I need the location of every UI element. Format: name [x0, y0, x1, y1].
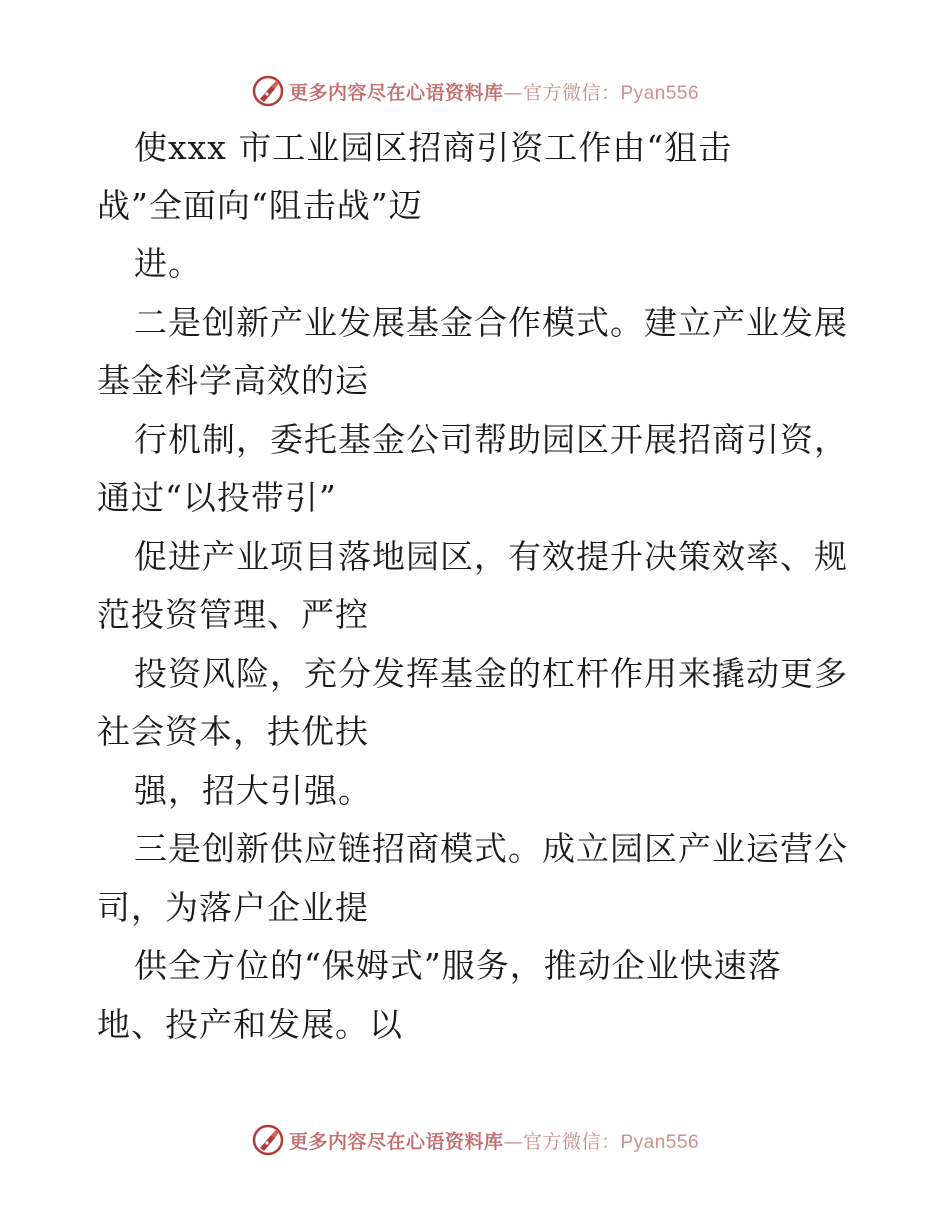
- watermark-dash: —: [503, 81, 523, 104]
- pen-nib-logo-icon: [251, 1123, 285, 1157]
- pen-nib-logo-icon: [251, 74, 285, 108]
- body-line: 行机制，委托基金公司帮助园区开展招商引资，: [134, 420, 848, 459]
- watermark-lead: 更多内容尽在心语资料库: [288, 1130, 504, 1153]
- body-line: 基金科学高效的运: [97, 361, 369, 400]
- body-line: 三是创新供应链招商模式。成立园区产业运营公: [134, 829, 848, 868]
- watermark-text: [289, 1127, 699, 1154]
- header-watermark: [0, 71, 950, 111]
- watermark-tail: 官方微信：: [522, 1130, 621, 1153]
- body-line: 强，招大引强。: [134, 771, 372, 810]
- body-line: 司，为落户企业提: [97, 888, 369, 927]
- body-line: 进。: [134, 244, 202, 283]
- watermark-tail: 官方微信：: [522, 81, 621, 104]
- watermark-id: Pyan556: [620, 1131, 700, 1153]
- footer-watermark: [0, 1120, 950, 1160]
- body-line: 供全方位的“保姆式”服务，推动企业快速落: [134, 946, 782, 985]
- body-line: 通过“以投带引”: [97, 478, 337, 517]
- body-line: 促进产业项目落地园区，有效提升决策效率、规: [134, 537, 848, 576]
- body-line: 投资风险，充分发挥基金的杠杆作用来撬动更多: [134, 654, 848, 693]
- watermark-lead: 更多内容尽在心语资料库: [288, 81, 504, 104]
- body-line: 使xxx 市工业园区招商引资工作由“狙击: [134, 128, 733, 167]
- watermark-id: Pyan556: [620, 82, 700, 104]
- watermark-text: [289, 78, 699, 105]
- watermark-dash: —: [503, 1130, 523, 1153]
- body-line: 战”全面向“阻击战”迈: [97, 186, 423, 225]
- body-line: 社会资本，扶优扶: [97, 712, 369, 751]
- body-line: 二是创新产业发展基金合作模式。建立产业发展: [134, 303, 848, 342]
- body-line: 范投资管理、严控: [97, 595, 369, 634]
- body-line: 地、投产和发展。以: [97, 1005, 403, 1044]
